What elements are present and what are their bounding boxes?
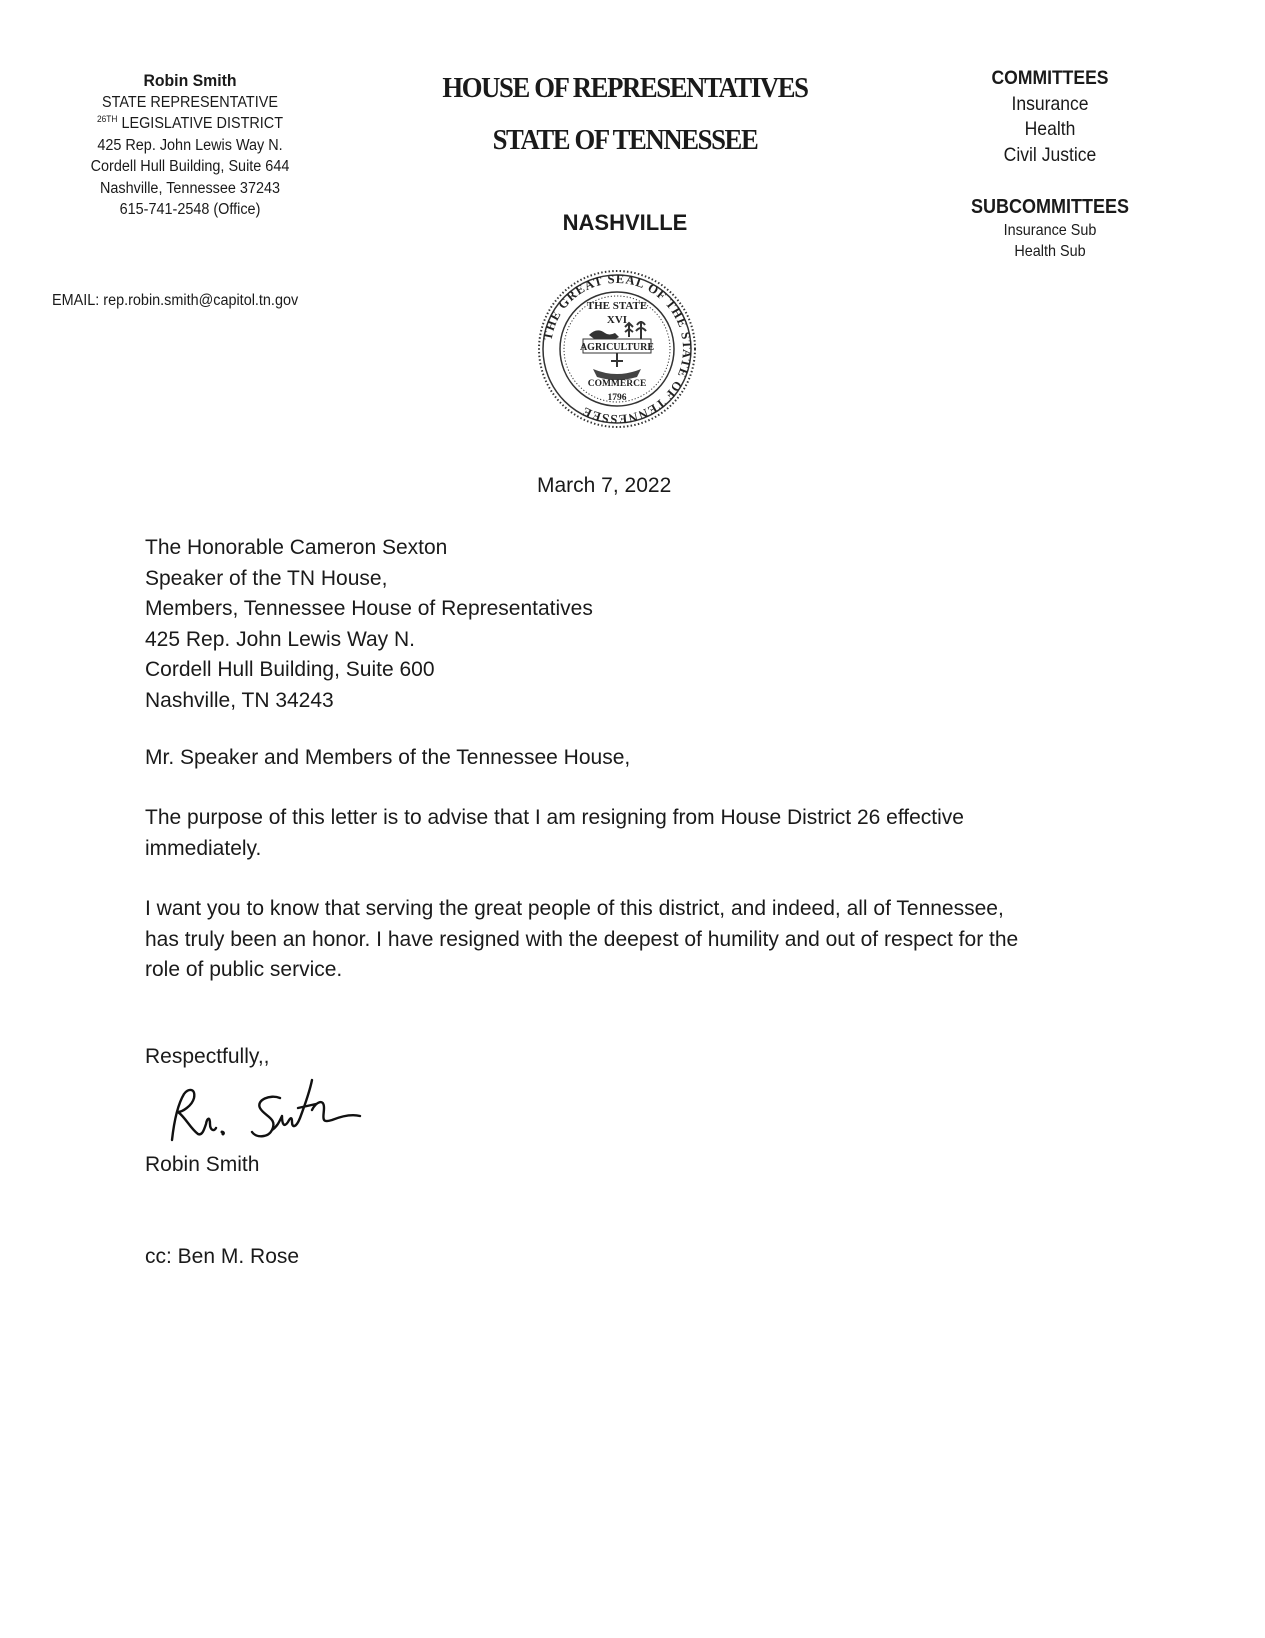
recipient-line: 425 Rep. John Lewis Way N. [145,627,416,651]
body-paragraph-2 [145,894,1105,986]
house-title: HOUSE OF REPRESENTATIVES [442,72,808,104]
representative-contact-block [51,70,330,221]
cc-line: cc: Ben M. Rose [145,1245,300,1268]
seal-year-text: 1796 [607,393,627,403]
body-paragraph-1 [145,803,1105,864]
paragraph-line: The purpose of this letter is to advise that I am resigning from House District 26 effective [145,806,964,829]
seal-ring-text: THE GREAT SEAL OF THE STATE OF TENNESSEE [540,271,695,427]
legislative-district [51,113,330,135]
seal-top-text: THE STATE [586,300,648,312]
office-address-line-2: Cordell Hull Building, Suite 644 [90,158,290,175]
committees-heading: COMMITTEES [991,67,1109,89]
district-number: 26TH [96,114,118,124]
state-title: STATE OF TENNESSEE [492,124,758,156]
signer-name: Robin Smith [145,1153,260,1176]
office-address-line-3: Nashville, Tennessee 37243 [99,179,281,197]
subcommittees-heading: SUBCOMMITTEES [970,196,1130,218]
subcommittee-item: Health Sub [1014,243,1086,260]
tennessee-state-seal [537,269,697,429]
seal-roman-numeral: XVI [606,314,628,326]
paragraph-line: role of public service. [145,958,343,981]
paragraph-line: I want you to know that serving the great people of this district, and indeed, all of Tennessee, [145,897,1004,920]
committee-item: Insurance [1011,92,1089,115]
recipient-address-block [145,533,1105,716]
closing: Respectfully,, [145,1045,270,1068]
letter-date: March 7, 2022 [537,474,672,497]
recipient-line: Cordell Hull Building, Suite 600 [145,658,435,681]
handwritten-signature [160,1072,370,1152]
salutation: Mr. Speaker and Members of the Tennessee House, [145,746,631,769]
committee-item: Health [1024,118,1076,140]
subcommittees-block [942,194,1158,262]
recipient-line: Nashville, TN 34243 [145,688,334,712]
committees-block [942,66,1158,168]
recipient-line: The Honorable Cameron Sexton [145,536,448,559]
representative-email: EMAIL: rep.robin.smith@capitol.tn.gov [52,292,299,309]
city-heading: NASHVILLE [562,210,688,235]
subcommittee-item: Insurance Sub [1003,222,1097,239]
paragraph-line: has truly been an honor. I have resigned with the deepest of humility and out of respect for the [145,927,1019,951]
office-phone: 615-741-2548 (Office) [119,201,261,218]
representative-title: STATE REPRESENTATIVE [102,93,278,111]
representative-name: Robin Smith [143,71,237,90]
recipient-line: Speaker of the TN House, [145,566,388,590]
seal-agriculture-text: AGRICULTURE [579,342,655,353]
paragraph-line: immediately. [145,836,262,860]
committee-item: Civil Justice [1003,143,1097,166]
district-label: LEGISLATIVE DISTRICT [117,115,284,132]
office-address-line-1: 425 Rep. John Lewis Way N. [97,136,283,154]
recipient-line: Members, Tennessee House of Representatives [145,597,593,620]
seal-commerce-text: COMMERCE [587,379,647,389]
